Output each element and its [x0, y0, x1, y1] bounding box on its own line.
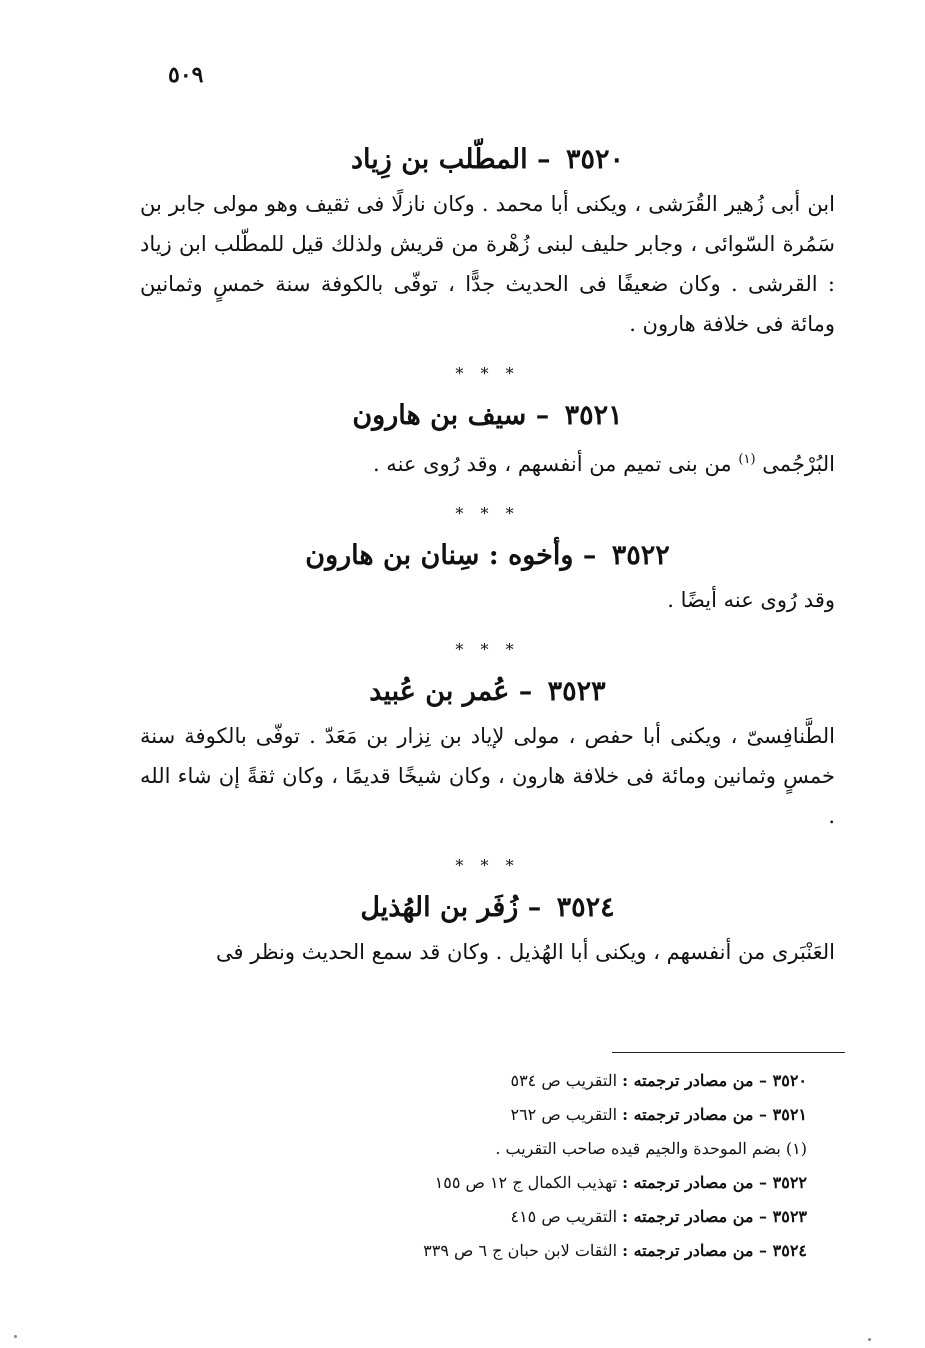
entry-number: ٣٥٢٣ — [547, 676, 606, 707]
entry-3520 — [140, 140, 835, 344]
entry-3522 — [140, 536, 835, 620]
footnote-text: التقريب ص ٢٦٢ — [510, 1105, 618, 1124]
footnote-divider — [612, 1052, 845, 1053]
entry-title — [140, 140, 835, 180]
footnote-label: ٣٥٢٣ – من مصادر ترجمته : — [622, 1207, 807, 1226]
entry-3524 — [140, 888, 835, 972]
separator: * * * — [455, 364, 520, 383]
entry-dash: – — [582, 540, 597, 571]
footnote-text: التقريب ص ٤١٥ — [510, 1207, 618, 1226]
footnote-label: ٣٥٢٠ – من مصادر ترجمته : — [622, 1071, 807, 1090]
footnote-line — [307, 1234, 807, 1268]
page-number: ٥٠٩ — [168, 62, 204, 88]
entry-3521 — [140, 396, 835, 484]
entry-text-before: البُرْجُمى — [762, 452, 835, 476]
entry-dash: – — [535, 400, 550, 431]
entry-text: العَنْبَرى من أنفسهم ، ويكنى أبا الهُذيل . وكان قد سمع الحديث ونظر فى — [216, 940, 835, 964]
entry-name: سيف بن هارون — [352, 400, 527, 431]
footnote-marker: (١) — [738, 452, 756, 467]
entry-name: المطّلب بن زِياد — [351, 144, 528, 175]
footnote-line — [307, 1166, 807, 1200]
footnote-text: (١) بضم الموحدة والجيم قيده صاحب التقريب . — [495, 1139, 807, 1158]
footnote-text: الثقات لابن حبان ج ٦ ص ٣٣٩ — [423, 1241, 618, 1260]
entry-text: ابن أبى زُهير القُرَشى ، ويكنى أبا محمد . وكان نازلًا فى ثقيف وهو مولى جابر بن سَمُرة السّوائى ، وجابر حليف لبنى زُهْرة من قريش ولذلك قيل للمطّلب ابن زياد : القرشى . وكان ضعيفًا فى الحديث جدًّا ، توفّى بالكوفة سنة خمسٍ وثمانين ومائة فى خلافة هارون . — [140, 192, 835, 336]
entry-text-after: من بنى تميم من أنفسهم ، وقد رُوى عنه . — [372, 452, 732, 476]
scan-speck — [868, 1338, 871, 1341]
entry-title — [140, 536, 835, 576]
entry-name: زُفَر بن الهُذيل — [360, 892, 519, 923]
entry-text — [140, 440, 835, 484]
footnotes — [307, 1064, 807, 1268]
entry-dash: – — [518, 676, 533, 707]
entry-dash: – — [527, 892, 542, 923]
entry-text: وقد رُوى عنه أيضًا . — [667, 588, 835, 612]
footnote-label: ٣٥٢١ – من مصادر ترجمته : — [622, 1105, 807, 1124]
footnote-text: التقريب ص ٥٣٤ — [510, 1071, 618, 1090]
footnote-line — [307, 1098, 807, 1132]
footnote-label: ٣٥٢٢ – من مصادر ترجمته : — [622, 1173, 807, 1192]
page-body — [140, 140, 835, 972]
entry-name: وأخوه : سِنان بن هارون — [305, 540, 574, 571]
footnote-label: ٣٥٢٤ – من مصادر ترجمته : — [622, 1241, 807, 1260]
entry-name: عُمر بن عُبيد — [369, 676, 510, 707]
footnote-text: تهذيب الكمال ج ١٢ ص ١٥٥ — [434, 1173, 618, 1192]
scan-speck — [14, 1335, 17, 1338]
entry-dash: – — [537, 144, 551, 175]
entry-number: ٣٥٢٢ — [611, 540, 670, 571]
separator: * * * — [455, 640, 520, 659]
separator: * * * — [455, 856, 520, 875]
entry-number: ٣٥٢٤ — [556, 892, 615, 923]
footnote-line — [307, 1132, 807, 1166]
entry-text: الطَّنافِسىّ ، ويكنى أبا حفص ، مولى لإياد بن نِزار بن مَعَدّ . توفّى بالكوفة سنة خمسٍ وثمانين ومائة فى خلافة هارون ، وكان شيخًا قديمًا ، وكان ثقةً إن شاء الله . — [140, 724, 835, 828]
footnote-line — [307, 1200, 807, 1234]
entry-title — [140, 672, 835, 712]
entry-number: ٣٥٢٠ — [565, 144, 624, 175]
entry-title — [140, 888, 835, 928]
separator: * * * — [455, 504, 520, 523]
footnote-line — [307, 1064, 807, 1098]
entry-number: ٣٥٢١ — [564, 400, 623, 431]
entry-title — [140, 396, 835, 436]
entry-3523 — [140, 672, 835, 836]
